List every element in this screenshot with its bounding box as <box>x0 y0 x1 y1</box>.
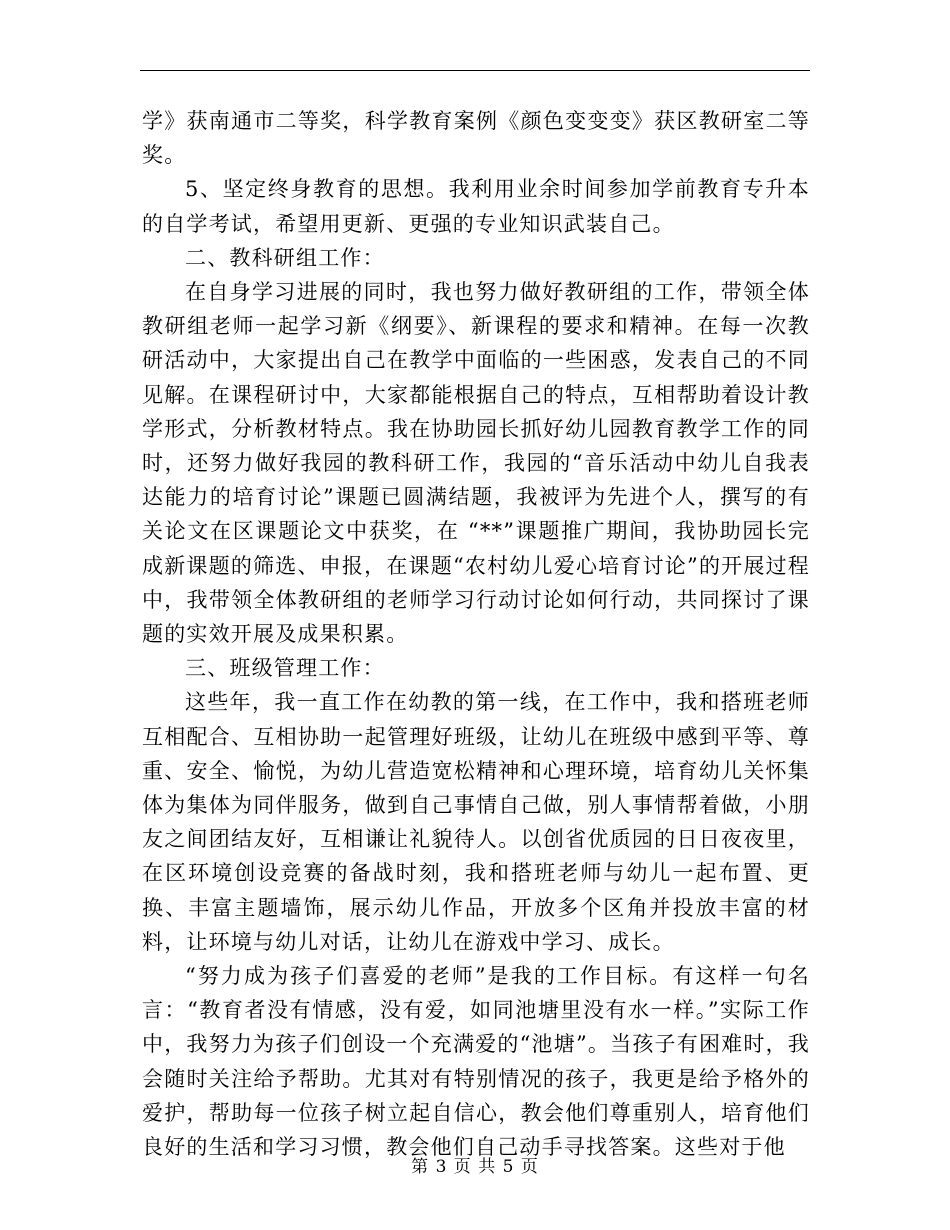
paragraph-research-group: 在自身学习进展的同时，我也努力做好教研组的工作，带领全体教研组老师一起学习新《纲要》、新课程的要求和精神。在每一次教研活动中，大家提出自己在教学中面临的一些困惑，发表自己的不同见解。在课程研讨中，大家都能根据自己的特点，互相帮助着设计教学形式，分析教材特点。我在协助园长抓好幼儿园教育教学工作的同时，还努力做好我园的教科研工作，我园的“音乐活动中幼儿自我表达能力的培育讨论”课题已圆满结题，我被评为先进个人，撰写的有关论文在区课题论文中获奖，在 “**”课题推广期间，我协助园长完成新课题的筛选、申报，在课题“农村幼儿爱心培育讨论”的开展过程中，我带领全体教研组的老师学习行动讨论如何行动，共同探讨了课题的实效开展及成果积累。 <box>142 280 810 647</box>
document-body <box>142 104 810 1164</box>
paragraph-award-continuation: 学》获南通市二等奖，科学教育案例《颜色变变变》获区教研室二等奖。 <box>142 109 810 168</box>
paragraph-teacher-goal: “努力成为孩子们喜爱的老师”是我的工作目标。有这样一句名言：“教育者没有情感，没有爱，如同池塘里没有水一样。”实际工作中，我努力为孩子们创设一个充满爱的“池塘”。当孩子有困难时，我会随时关注给予帮助。尤其对有特别情况的孩子，我更是给予格外的爱护，帮助每一位孩子树立起自信心，教会他们尊重别人，培育他们良好的生活和学习习惯，教会他们自己动手寻找答案。这些对于他 <box>142 964 810 1160</box>
paragraph-class-management: 这些年，我一直工作在幼教的第一线，在工作中，我和搭班老师互相配合、互相协助一起管理好班级，让幼儿在班级中感到平等、尊重、安全、愉悦，为幼儿营造宽松精神和心理环境，培育幼儿关怀集体为集体为同伴服务，做到自己事情自己做，别人事情帮着做，小朋友之间团结友好，互相谦让礼貌待人。以创省优质园的日日夜夜里，在区环境创设竞赛的备战时刻，我和搭班老师与幼儿一起布置、更换、丰富主题墙饰，展示幼儿作品，开放多个区角并投放丰富的材料，让环境与幼儿对话，让幼儿在游戏中学习、成长。 <box>142 690 810 954</box>
section-heading-research-group: 二、教科研组工作： <box>185 245 385 270</box>
paragraph-lifelong-education: 5、坚定终身教育的思想。我利用业余时间参加学前教育专升本的自学考试，希望用更新、更强的专业知识武装自己。 <box>142 177 810 236</box>
section-heading-class-management: 三、班级管理工作： <box>185 656 385 681</box>
page-number-footer: 第 3 页 共 5 页 <box>411 1157 539 1177</box>
header-rule <box>140 70 810 71</box>
